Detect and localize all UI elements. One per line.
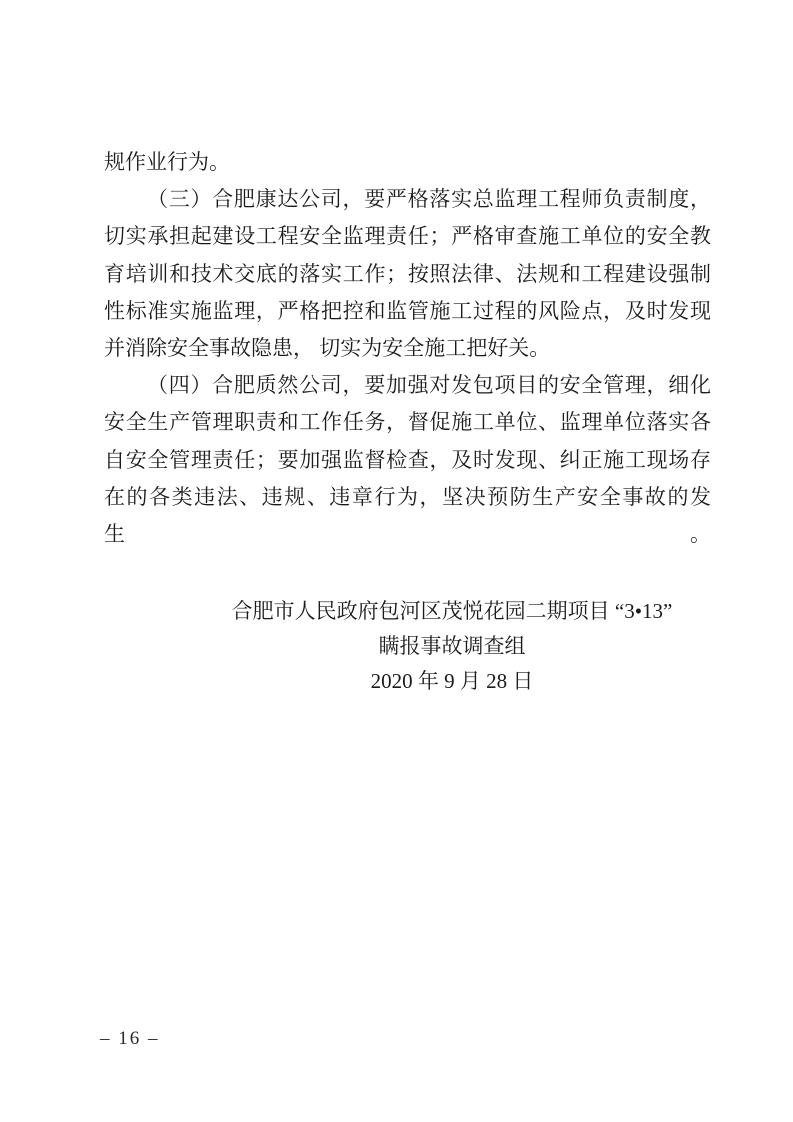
- page-number: – 16 –: [100, 1028, 160, 1049]
- body-line: 性标准实施监理，严格把控和监管施工过程的风险点，及时发现: [104, 298, 711, 323]
- body-line: 切实承担起建设工程安全监理责任；严格审查施工单位的安全教: [104, 224, 711, 249]
- signature-org-line1: 合肥市人民政府包河区茂悦花园二期项目 “3•13”: [231, 599, 673, 623]
- body-line: 并消除安全事故隐患， 切实为安全施工把好关。: [104, 335, 551, 360]
- body-line: （四）合肥质然公司，要加强对发包项目的安全管理，细化: [147, 373, 711, 398]
- signature-date: 2020 年 9 月 28 日: [370, 669, 534, 693]
- body-line: 在的各类违法、违规、违章行为，坚决预防生产安全事故的发生。: [104, 484, 711, 546]
- document-body: [104, 144, 711, 546]
- body-line: 育培训和技术交底的落实工作；按照法律、法规和工程建设强制: [104, 261, 711, 286]
- body-line: 规作业行为。: [104, 150, 230, 174]
- body-line: 自安全管理责任；要加强监督检查，及时发现、纠正施工现场存: [104, 447, 711, 472]
- signature-org-line2: 瞒报事故调查组: [378, 634, 526, 658]
- body-line: 安全生产管理职责和工作任务，督促施工单位、监理单位落实各: [104, 410, 711, 435]
- signature-block: [150, 594, 754, 699]
- body-line: （三）合肥康达公司，要严格落实总监理工程师负责制度，: [147, 187, 711, 212]
